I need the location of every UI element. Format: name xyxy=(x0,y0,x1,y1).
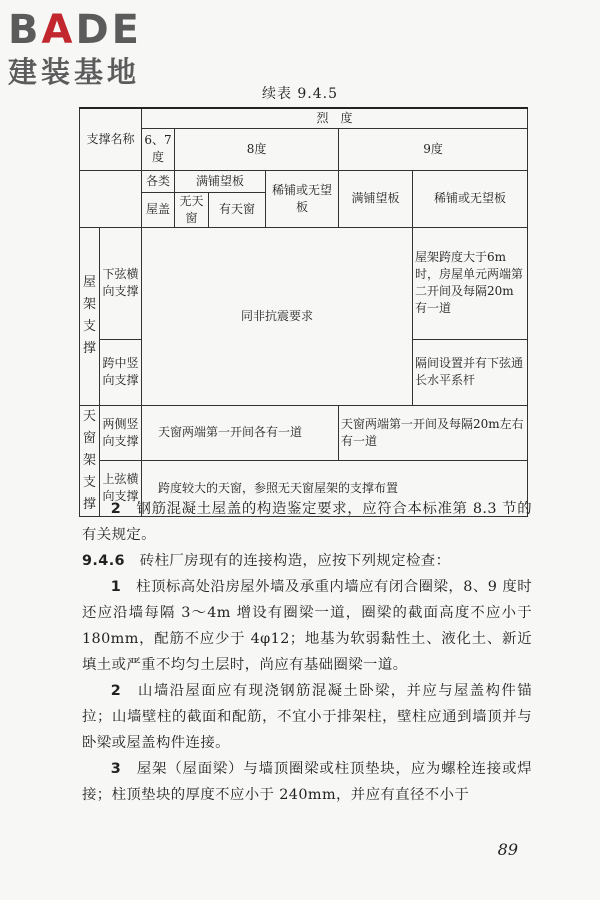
support-table xyxy=(79,107,528,517)
header-support-name: 支撑名称 xyxy=(80,108,142,170)
header-sparse-9: 稀铺或无望板 xyxy=(413,170,528,227)
row-lower-chord: 下弦横向支撑 xyxy=(100,227,142,339)
row-upper-chord: 上弦横向支撑 xyxy=(100,461,142,517)
header-roof: 屋盖 xyxy=(142,192,175,227)
header-degree-67: 6、7度 xyxy=(142,128,175,170)
section-9-4-6: 9.4.6 砖柱厂房现有的连接构造，应按下列规定检查： xyxy=(82,553,451,569)
cell-skylight-20m: 天窗两端第一开间及每隔20m左右有一道 xyxy=(339,405,528,461)
body-text xyxy=(82,496,532,808)
header-degree-8: 8度 xyxy=(175,128,339,170)
paragraph-gable-wall: 2 山墙沿屋面应有现浇钢筋混凝土卧梁，并应与屋盖构件锚拉；山墙壁柱的截面和配筋，不宜小于排架柱，壁柱应通到墙顶并与卧梁或屋盖构件连接。 xyxy=(82,683,532,751)
paragraph-ring-beam: 1 柱顶标高处沿房屋外墙及承重内墙应有闭合圈梁，8、9 度时还应沿墙每隔 3～4m 增设有圈梁一道，圈梁的截面高度不应小于 180mm，配筋不应少于 4φ12；地基为软弱黏性土、液化土、新近填土或严重不均匀土层时，尚应有基础圈梁一道。 xyxy=(82,579,532,673)
cell-non-seismic: 同非抗震要求 xyxy=(142,227,413,405)
row-midspan-vertical: 跨中竖向支撑 xyxy=(100,339,142,405)
header-with-skylight: 有天窗 xyxy=(209,192,266,227)
paragraph-truss-connection: 3 屋架（屋面梁）与墙顶圈梁或柱顶垫块，应为螺栓连接或焊接；柱顶垫块的厚度不应小于 240mm，并应有直径不小于 xyxy=(82,761,532,803)
table-caption: 续表 9.4.5 xyxy=(261,86,339,102)
paragraph-roof-rc: 2 钢筋混凝土屋盖的构造鉴定要求，应符合本标准第 8.3 节的有关规定。 xyxy=(82,501,532,543)
group-truss-support: 屋架支撑 xyxy=(80,227,100,405)
cell-gap-set: 隔间设置并有下弦通长水平系杆 xyxy=(413,339,528,405)
logo-accent-letter: A xyxy=(41,7,76,53)
header-category: 各类 xyxy=(142,170,175,192)
brand-logo xyxy=(8,8,188,90)
header-intensity: 烈 度 xyxy=(142,108,528,128)
group-skylight-support: 天窗架支撑 xyxy=(80,405,100,516)
row-two-side-vertical: 两侧竖向支撑 xyxy=(100,405,142,461)
page-number: 89 xyxy=(497,840,518,859)
cell-larger-span: 跨度较大的天窗，参照无天窗屋架的支撑布置 xyxy=(142,461,528,517)
header-degree-9: 9度 xyxy=(339,128,528,170)
logo-wordmark: BADE xyxy=(8,7,142,53)
header-no-skylight: 无天窗 xyxy=(175,192,209,227)
cell-skylight-first-bay: 天窗两端第一开间各有一道 xyxy=(142,405,339,461)
header-full-slab-9: 满铺望板 xyxy=(339,170,413,227)
cell-span-gt-6m: 屋架跨度大于6m时，房屋单元两端第二开间及每隔20m有一道 xyxy=(413,227,528,339)
logo-subtitle: 建装基地 xyxy=(8,55,141,89)
header-full-slab-8: 满铺望板 xyxy=(175,170,266,192)
header-sparse-8: 稀铺或无望板 xyxy=(266,170,339,227)
